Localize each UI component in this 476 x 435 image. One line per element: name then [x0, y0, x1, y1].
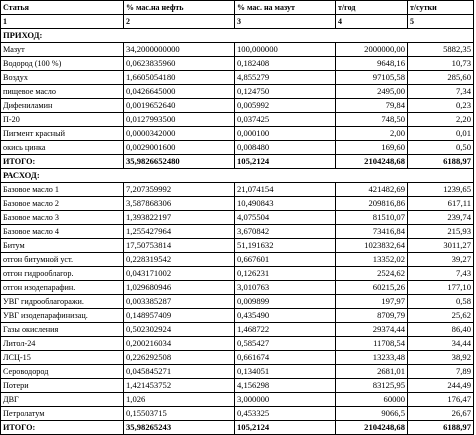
pct-oil-cell: 7,207359992: [124, 183, 235, 197]
table-row: [1, 225, 474, 239]
header-pct-fuel-oil: % мас. на мазут: [235, 1, 336, 15]
tons-per-day-cell: 177,10: [408, 281, 474, 295]
tons-per-year-cell: 2104248,68: [336, 421, 408, 435]
tons-per-year-cell: 209816,86: [336, 197, 408, 211]
pct-oil-cell: 0,15503715: [124, 407, 235, 421]
pct-oil-cell: 35,9826652480: [124, 155, 235, 169]
tons-per-day-cell: 39,27: [408, 253, 474, 267]
col-number: 2: [124, 15, 235, 29]
tons-per-day-cell: 3011,27: [408, 239, 474, 253]
tons-per-year-cell: 83125,95: [336, 379, 408, 393]
tons-per-year-cell: 169,60: [336, 141, 408, 155]
tons-per-year-cell: 29374,44: [336, 323, 408, 337]
tons-per-day-cell: 215,93: [408, 225, 474, 239]
tons-per-year-cell: 9648,16: [336, 57, 408, 71]
tons-per-year-cell: 60215,26: [336, 281, 408, 295]
pct-oil-cell: 1,255427964: [124, 225, 235, 239]
tons-per-day-cell: 176,47: [408, 393, 474, 407]
item-name-cell: окись цинка: [1, 141, 124, 155]
pct-fuel-oil-cell: 0,008480: [235, 141, 336, 155]
table-row: [1, 351, 474, 365]
header-item: Статья: [1, 1, 124, 15]
tons-per-year-cell: 2104248,68: [336, 155, 408, 169]
tons-per-year-cell: 2681,01: [336, 365, 408, 379]
header-tons-year: т/год: [336, 1, 408, 15]
tons-per-year-cell: 60000: [336, 393, 408, 407]
pct-oil-cell: 0,003385287: [124, 295, 235, 309]
pct-oil-cell: 0,0019652640: [124, 99, 235, 113]
pct-fuel-oil-cell: 0,585427: [235, 337, 336, 351]
table-row: [1, 295, 474, 309]
item-name-cell: П-20: [1, 113, 124, 127]
pct-oil-cell: 0,228319542: [124, 253, 235, 267]
table-row: [1, 267, 474, 281]
col-number: 5: [408, 15, 474, 29]
pct-oil-cell: 17,50753814: [124, 239, 235, 253]
tons-per-year-cell: 2000000,00: [336, 43, 408, 57]
table-row: [1, 113, 474, 127]
tons-per-year-cell: 11708,54: [336, 337, 408, 351]
tons-per-year-cell: 9066,5: [336, 407, 408, 421]
tons-per-day-cell: 2,20: [408, 113, 474, 127]
pct-fuel-oil-cell: 0,667601: [235, 253, 336, 267]
item-name-cell: Сероводород: [1, 365, 124, 379]
col-number: 1: [1, 15, 124, 29]
pct-fuel-oil-cell: 10,490843: [235, 197, 336, 211]
tons-per-year-cell: 13233,48: [336, 351, 408, 365]
item-name-cell: Битум: [1, 239, 124, 253]
pct-fuel-oil-cell: 3,010763: [235, 281, 336, 295]
header-tons-day: т/сутки: [408, 1, 474, 15]
pct-oil-cell: 35,98265243: [124, 421, 235, 435]
tons-per-day-cell: 7,89: [408, 365, 474, 379]
table-row: [1, 85, 474, 99]
pct-oil-cell: 0,148957409: [124, 309, 235, 323]
tons-per-day-cell: 26,67: [408, 407, 474, 421]
pct-fuel-oil-cell: 3,000000: [235, 393, 336, 407]
table-row: [1, 141, 474, 155]
pct-oil-cell: 1,421453752: [124, 379, 235, 393]
tons-per-year-cell: 421482,69: [336, 183, 408, 197]
tons-per-year-cell: 73416,84: [336, 225, 408, 239]
pct-fuel-oil-cell: 0,005992: [235, 99, 336, 113]
pct-fuel-oil-cell: 0,126231: [235, 267, 336, 281]
tons-per-day-cell: 239,74: [408, 211, 474, 225]
balance-table-body: [1, 1, 474, 435]
item-name-cell: ЛСЦ-15: [1, 351, 124, 365]
item-name-cell: Базовое масло 4: [1, 225, 124, 239]
table-row: [1, 365, 474, 379]
item-name-cell: Базовое масло 1: [1, 183, 124, 197]
pct-fuel-oil-cell: 0,037425: [235, 113, 336, 127]
table-row: [1, 253, 474, 267]
table-row: [1, 379, 474, 393]
tons-per-year-cell: 8709,79: [336, 309, 408, 323]
item-name-cell: Водород (100 %): [1, 57, 124, 71]
item-name-cell: пищевое масло: [1, 85, 124, 99]
tons-per-day-cell: 86,40: [408, 323, 474, 337]
item-name-cell: ИТОГО:: [1, 155, 124, 169]
item-name-cell: Базовое масло 3: [1, 211, 124, 225]
item-name-cell: Воздух: [1, 71, 124, 85]
pct-oil-cell: 1,393822197: [124, 211, 235, 225]
income-section-row: [1, 29, 474, 43]
pct-fuel-oil-cell: 3,670842: [235, 225, 336, 239]
pct-oil-cell: 0,0127993500: [124, 113, 235, 127]
pct-oil-cell: 0,226292508: [124, 351, 235, 365]
item-name-cell: ДВГ: [1, 393, 124, 407]
tons-per-year-cell: 2524,62: [336, 267, 408, 281]
section-title: ПРИХОД:: [1, 29, 474, 43]
table-row: [1, 211, 474, 225]
pct-fuel-oil-cell: 21,074154: [235, 183, 336, 197]
tons-per-day-cell: 34,44: [408, 337, 474, 351]
numbering-row: [1, 15, 474, 29]
table-row: [1, 309, 474, 323]
item-name-cell: Базовое масло 2: [1, 197, 124, 211]
header-pct-oil: % мас.на нефть: [124, 1, 235, 15]
pct-fuel-oil-cell: 0,182408: [235, 57, 336, 71]
pct-fuel-oil-cell: 0,134051: [235, 365, 336, 379]
pct-oil-cell: 0,045845271: [124, 365, 235, 379]
table-row: [1, 71, 474, 85]
table-row: [1, 239, 474, 253]
tons-per-day-cell: 1239,65: [408, 183, 474, 197]
tons-per-day-cell: 0,50: [408, 141, 474, 155]
pct-oil-cell: 0,0623835960: [124, 57, 235, 71]
table-row: [1, 43, 474, 57]
pct-fuel-oil-cell: 0,661674: [235, 351, 336, 365]
pct-oil-cell: 0,043171002: [124, 267, 235, 281]
pct-fuel-oil-cell: 100,000000: [235, 43, 336, 57]
pct-fuel-oil-cell: 0,435490: [235, 309, 336, 323]
pct-oil-cell: 0,0000342000: [124, 127, 235, 141]
pct-fuel-oil-cell: 0,000100: [235, 127, 336, 141]
pct-fuel-oil-cell: 4,156298: [235, 379, 336, 393]
pct-fuel-oil-cell: 0,453325: [235, 407, 336, 421]
tons-per-year-cell: 1023832,64: [336, 239, 408, 253]
tons-per-day-cell: 10,73: [408, 57, 474, 71]
tons-per-day-cell: 25,62: [408, 309, 474, 323]
expense-section-row: [1, 169, 474, 183]
tons-per-year-cell: 197,97: [336, 295, 408, 309]
table-row: [1, 183, 474, 197]
expense-total-row: [1, 421, 474, 435]
tons-per-day-cell: 617,11: [408, 197, 474, 211]
table-row: [1, 99, 474, 113]
item-name-cell: Петролатум: [1, 407, 124, 421]
tons-per-year-cell: 97105,58: [336, 71, 408, 85]
income-total-row: [1, 155, 474, 169]
tons-per-year-cell: 13352,02: [336, 253, 408, 267]
tons-per-year-cell: 79,84: [336, 99, 408, 113]
tons-per-year-cell: 2495,00: [336, 85, 408, 99]
pct-oil-cell: 0,0029001600: [124, 141, 235, 155]
pct-oil-cell: 1,029680946: [124, 281, 235, 295]
table-row: [1, 393, 474, 407]
col-number: 4: [336, 15, 408, 29]
tons-per-day-cell: 6188,97: [408, 421, 474, 435]
pct-fuel-oil-cell: 0,124750: [235, 85, 336, 99]
table-row: [1, 281, 474, 295]
tons-per-day-cell: 285,60: [408, 71, 474, 85]
tons-per-day-cell: 244,49: [408, 379, 474, 393]
col-number: 3: [235, 15, 336, 29]
tons-per-day-cell: 0,01: [408, 127, 474, 141]
item-name-cell: отгон гидрооблагор.: [1, 267, 124, 281]
tons-per-year-cell: 81510,07: [336, 211, 408, 225]
pct-oil-cell: 3,587868306: [124, 197, 235, 211]
item-name-cell: отгон битумной уст.: [1, 253, 124, 267]
item-name-cell: Дифениламин: [1, 99, 124, 113]
tons-per-day-cell: 0,58: [408, 295, 474, 309]
item-name-cell: УВГ гидрооблагоражи.: [1, 295, 124, 309]
table-row: [1, 197, 474, 211]
table-row: [1, 337, 474, 351]
header-row: [1, 1, 474, 15]
tons-per-year-cell: 2,00: [336, 127, 408, 141]
tons-per-day-cell: 6188,97: [408, 155, 474, 169]
item-name-cell: УВГ изодепарафинизац.: [1, 309, 124, 323]
pct-fuel-oil-cell: 51,191632: [235, 239, 336, 253]
item-name-cell: Потери: [1, 379, 124, 393]
section-title: РАСХОД:: [1, 169, 474, 183]
pct-oil-cell: 0,0426645000: [124, 85, 235, 99]
pct-fuel-oil-cell: 105,2124: [235, 421, 336, 435]
pct-oil-cell: 0,200216034: [124, 337, 235, 351]
tons-per-day-cell: 5882,35: [408, 43, 474, 57]
item-name-cell: Газы окисления: [1, 323, 124, 337]
pct-fuel-oil-cell: 0,009899: [235, 295, 336, 309]
tons-per-day-cell: 38,92: [408, 351, 474, 365]
table-row: [1, 57, 474, 71]
item-name-cell: Литол-24: [1, 337, 124, 351]
table-row: [1, 407, 474, 421]
pct-fuel-oil-cell: 4,855279: [235, 71, 336, 85]
pct-oil-cell: 1,6605054180: [124, 71, 235, 85]
pct-oil-cell: 0,502302924: [124, 323, 235, 337]
tons-per-day-cell: 0,23: [408, 99, 474, 113]
tons-per-year-cell: 748,50: [336, 113, 408, 127]
item-name-cell: ИТОГО:: [1, 421, 124, 435]
pct-oil-cell: 34,2000000000: [124, 43, 235, 57]
table-row: [1, 127, 474, 141]
pct-fuel-oil-cell: 105,2124: [235, 155, 336, 169]
tons-per-day-cell: 7,43: [408, 267, 474, 281]
pct-fuel-oil-cell: 1,468722: [235, 323, 336, 337]
item-name-cell: Пигмент красный: [1, 127, 124, 141]
tons-per-day-cell: 7,34: [408, 85, 474, 99]
pct-oil-cell: 1,026: [124, 393, 235, 407]
table-row: [1, 323, 474, 337]
pct-fuel-oil-cell: 4,075504: [235, 211, 336, 225]
item-name-cell: Мазут: [1, 43, 124, 57]
item-name-cell: отгон изодепарафин.: [1, 281, 124, 295]
